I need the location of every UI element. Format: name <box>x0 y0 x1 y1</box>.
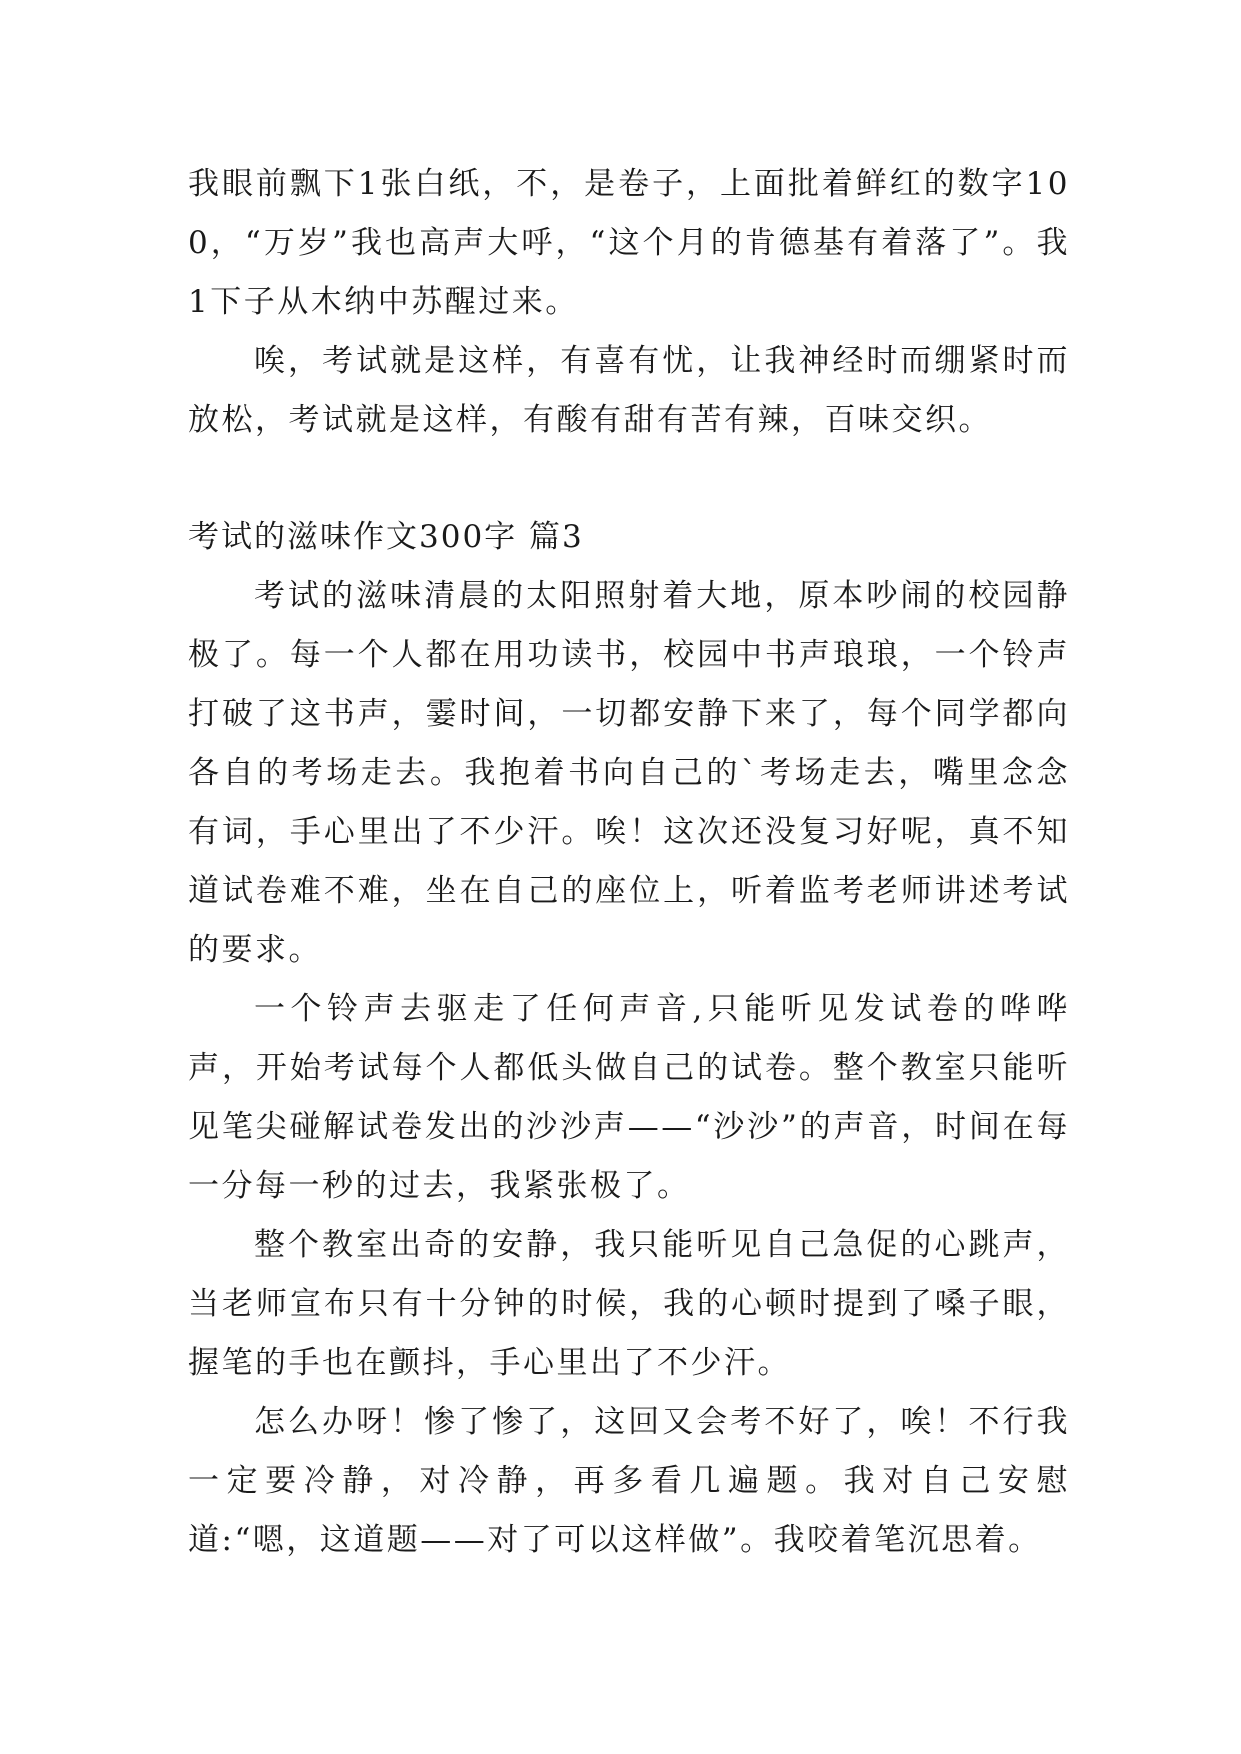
paragraph-intro-2: 唉，考试就是这样，有喜有忧，让我神经时而绷紧时而放松，考试就是这样，有酸有甜有苦有辣，百味交织。 <box>188 343 1070 438</box>
paragraph-section-1: 考试的滋味清晨的太阳照射着大地，原本吵闹的校园静极了。每一个人都在用功读书，校园中书声琅琅，一个铃声打破了这书声，霎时间，一切都安静下来了，每个同学都向各自的考场走去。我抱着书向自己的`考场走去，嘴里念念有词，手心里出了不少汗。唉！这次还没复习好呢，真不知道试卷难不难，坐在自己的座位上，听着监考老师讲述考试的要求。 <box>188 578 1070 968</box>
paragraph-section-2: 一个铃声去驱走了任何声音,只能听见发试卷的哗哗声，开始考试每个人都低头做自己的试卷。整个教室只能听见笔尖碰解试卷发出的沙沙声——“沙沙”的声音，时间在每一分每一秒的过去，我紧张极了。 <box>188 991 1070 1204</box>
paragraph-intro-1: 我眼前飘下1张白纸，不，是卷子，上面批着鲜红的数字100，“万岁”我也高声大呼，“这个月的肯德基有着落了”。我1下子从木纳中苏醒过来。 <box>188 166 1070 320</box>
document-body <box>188 155 1070 1570</box>
paragraph-section-4: 怎么办呀！惨了惨了，这回又会考不好了，唉！不行我一定要冷静，对冷静，再多看几遍题。我对自己安慰道:“嗯，这道题——对了可以这样做”。我咬着笔沉思着。 <box>188 1404 1070 1558</box>
section-heading: 考试的滋味作文300字 篇3 <box>188 519 584 555</box>
paragraph-section-3: 整个教室出奇的安静，我只能听见自己急促的心跳声，当老师宣布只有十分钟的时候，我的心顿时提到了嗓子眼，握笔的手也在颤抖，手心里出了不少汗。 <box>188 1227 1070 1381</box>
